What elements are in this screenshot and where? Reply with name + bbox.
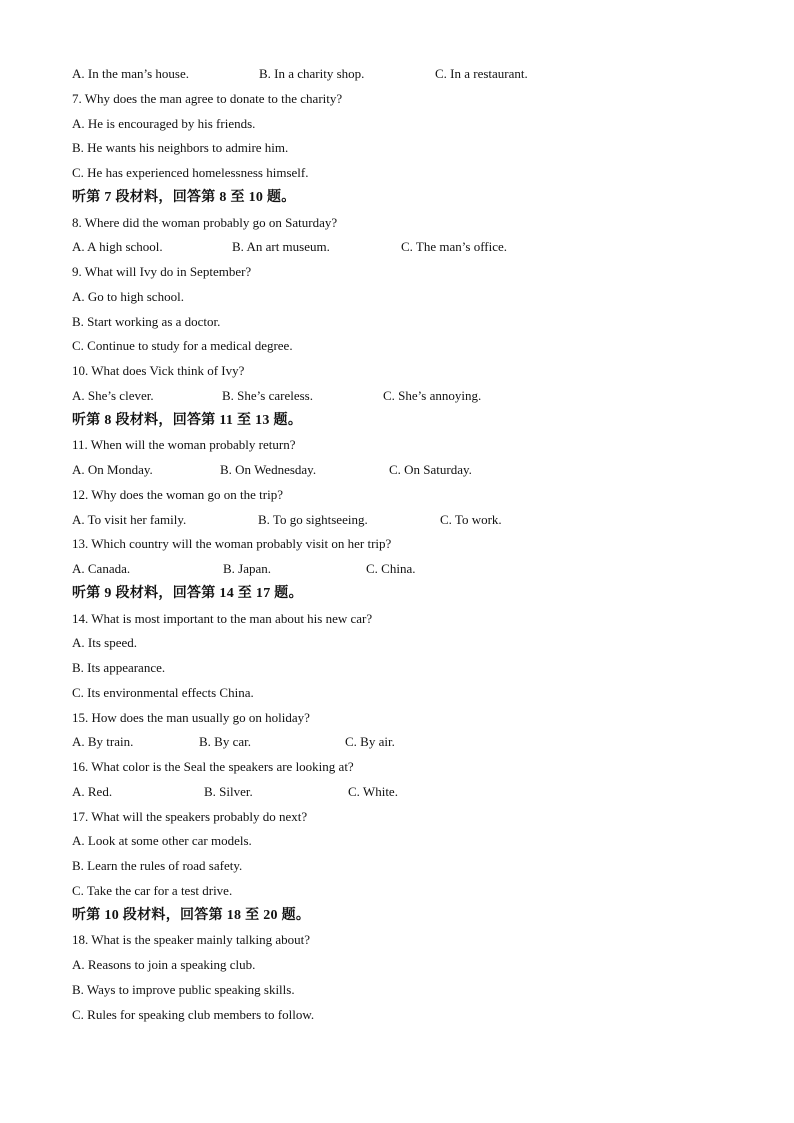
option-a: A. By train. xyxy=(72,734,134,750)
option-a: A. She’s clever. xyxy=(72,387,154,403)
question-16: 16. What color is the Seal the speakers are looking at? xyxy=(72,759,354,774)
question-12: 12. Why does the woman go on the trip? xyxy=(72,486,283,502)
options-row xyxy=(72,62,752,87)
options-row xyxy=(72,384,752,409)
option-a: A. In the man’s house. xyxy=(72,66,189,81)
option-line: B. Start working as a doctor. xyxy=(72,313,221,329)
question-8: 8. Where did the woman probably go on Saturday? xyxy=(72,214,338,230)
question-17: 17. What will the speakers probably do next? xyxy=(72,808,308,824)
question-14: 14. What is most important to the man about his new car? xyxy=(72,610,373,626)
option-b: B. By car. xyxy=(199,734,251,750)
question-18: 18. What is the speaker mainly talking about? xyxy=(72,932,311,948)
option-line: C. Continue to study for a medical degree. xyxy=(72,338,293,354)
option-line: B. Learn the rules of road safety. xyxy=(72,858,243,873)
options-row xyxy=(72,730,752,755)
option-line: B. Ways to improve public speaking skills. xyxy=(72,981,295,997)
question-10: 10. What does Vick think of Ivy? xyxy=(72,363,245,378)
option-a: A. On Monday. xyxy=(72,462,153,477)
option-b: B. In a charity shop. xyxy=(259,66,365,81)
option-line: A. He is encouraged by his friends. xyxy=(72,115,256,131)
option-b: B. On Wednesday. xyxy=(220,462,317,477)
question-15: 15. How does the man usually go on holiday? xyxy=(72,709,310,725)
question-11: 11. When will the woman probably return? xyxy=(72,437,296,453)
question-7: 7. Why does the man agree to donate to the charity? xyxy=(72,90,343,106)
option-c: C. By air. xyxy=(345,734,395,750)
option-a: A. A high school. xyxy=(72,239,163,255)
option-line: C. Its environmental effects China. xyxy=(72,684,254,700)
option-a: A. Canada. xyxy=(72,561,131,576)
option-line: A. Go to high school. xyxy=(72,288,184,304)
options-row xyxy=(72,780,752,805)
option-b: B. To go sightseeing. xyxy=(258,511,368,527)
option-b: B. An art museum. xyxy=(232,239,330,255)
option-line: B. He wants his neighbors to admire him. xyxy=(72,140,289,156)
section-heading: 听第 10 段材料，回答第 18 至 20 题。 xyxy=(72,907,311,923)
option-c: C. The man’s office. xyxy=(401,239,508,255)
option-c: C. To work. xyxy=(440,511,502,527)
options-row xyxy=(72,508,752,533)
option-line: C. Rules for speaking club members to follow. xyxy=(72,1006,315,1022)
option-line: C. He has experienced homelessness himself. xyxy=(72,165,309,180)
section-heading: 听第 9 段材料，回答第 14 至 17 题。 xyxy=(72,585,303,601)
option-line: A. Reasons to join a speaking club. xyxy=(72,957,256,972)
options-row xyxy=(72,557,752,582)
option-line: A. Its speed. xyxy=(72,635,137,651)
option-line: A. Look at some other car models. xyxy=(72,833,252,849)
question-13: 13. Which country will the woman probably visit on her trip? xyxy=(72,536,392,552)
option-c: C. White. xyxy=(348,783,398,799)
option-b: B. Silver. xyxy=(204,783,253,799)
option-c: C. In a restaurant. xyxy=(435,66,528,81)
option-c: C. On Saturday. xyxy=(389,462,472,477)
section-heading: 听第 8 段材料，回答第 11 至 13 题。 xyxy=(72,412,303,428)
option-b: B. She’s careless. xyxy=(222,387,313,403)
option-c: C. She’s annoying. xyxy=(383,387,482,403)
exam-page xyxy=(72,62,752,1027)
option-c: C. China. xyxy=(366,561,416,576)
option-line: B. Its appearance. xyxy=(72,660,166,675)
option-line: C. Take the car for a test drive. xyxy=(72,882,233,898)
option-a: A. Red. xyxy=(72,783,113,799)
option-a: A. To visit her family. xyxy=(72,511,187,527)
options-row xyxy=(72,458,752,483)
option-b: B. Japan. xyxy=(223,561,272,576)
section-heading: 听第 7 段材料，回答第 8 至 10 题。 xyxy=(72,189,296,205)
question-9: 9. What will Ivy do in September? xyxy=(72,264,252,279)
options-row xyxy=(72,235,752,260)
